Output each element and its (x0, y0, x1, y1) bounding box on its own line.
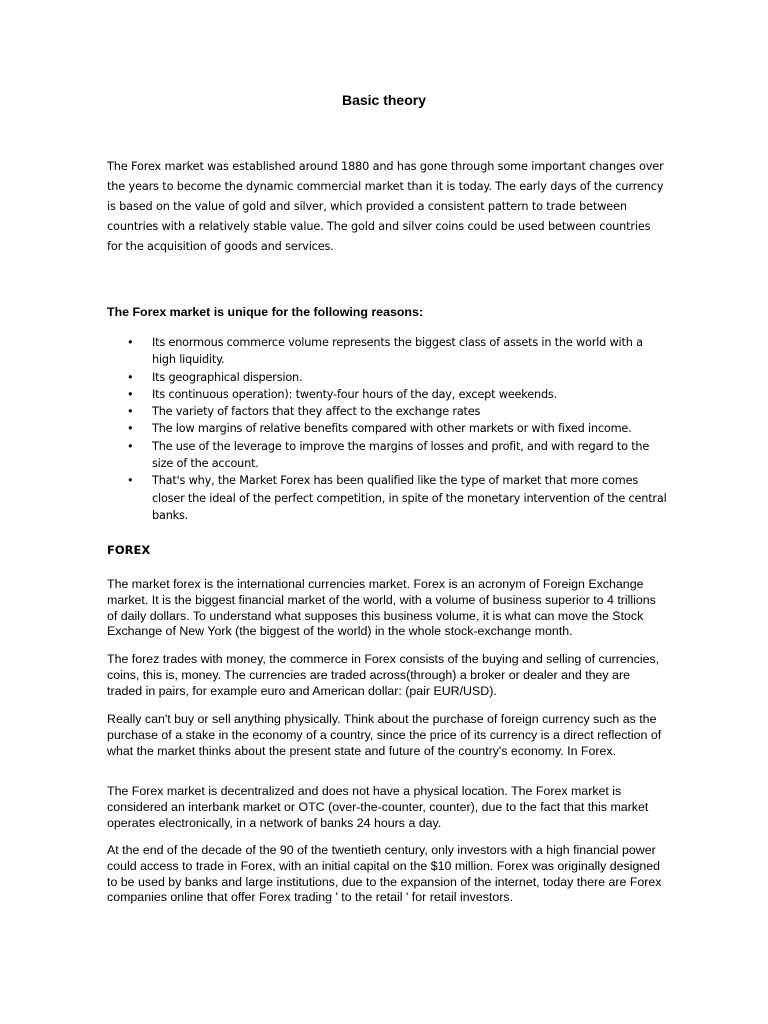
list-item-text: Its continuous operation): twenty-four hours of the day, except weekends. (152, 387, 558, 401)
list-item (107, 386, 667, 403)
list-item-text: The variety of factors that they affect to the exchange rates (152, 405, 481, 419)
reasons-list (107, 334, 667, 524)
list-item-text: The low margins of relative benefits compared with other markets or with fixed income. (152, 422, 632, 436)
bullet-icon: • (127, 422, 134, 436)
list-item (107, 403, 667, 420)
body-paragraph-money-trading: The forez trades with money, the commerce in Forex consists of the buying and selling of currencies, coins, this is, money. The currencies are traded across(through) a broker or dealer and they are traded in pairs, for example euro and American dollar: (pair EUR/USD). (107, 652, 660, 698)
intro-paragraph: The Forex market was established around 1880 and has gone through some important changes over the years to become the dynamic commercial market than it is today. The early days of the currency is based on the value of gold and silver, which provided a consistent pattern to trade between countries with a relatively stable value. The gold and silver coins could be used between countries for the acquisition of goods and services. (107, 160, 664, 253)
list-item-text: Its geographical dispersion. (152, 370, 303, 384)
forex-heading: FOREX (107, 543, 151, 557)
list-item-text: That's why, the Market Forex has been qualified like the type of market that more comes closer the ideal of the perfect competition, in spite of the monetary intervention of the central banks. (152, 474, 667, 522)
bullet-icon: • (127, 405, 134, 419)
bullet-icon: • (127, 474, 134, 488)
bullet-icon: • (127, 439, 134, 453)
list-item (107, 334, 667, 369)
bullet-icon: • (127, 387, 134, 401)
list-item-text: Its enormous commerce volume represents the biggest class of assets in the world with a high liquidity. (152, 336, 643, 367)
reasons-heading: The Forex market is unique for the following reasons: (107, 305, 424, 319)
body-paragraph-decentralized: The Forex market is decentralized and does not have a physical location. The Forex market is considered an interbank market or OTC (over-the-counter, counter), due to the fact that this market operates electronically, in a network of banks 24 hours a day. (107, 784, 649, 830)
list-item (107, 472, 667, 524)
list-item-text: The use of the leverage to improve the margins of losses and profit, and with regard to the size of the account. (152, 439, 650, 471)
body-paragraph-physical-purchase: Really can't buy or sell anything physically. Think about the purchase of foreign currency such as the purchase of a stake in the economy of a country, since the price of its currency is a direct reflection of what the market thinks about the present state and future of the country's economy. In Forex. (107, 712, 662, 758)
page-title: Basic theory (341, 92, 427, 108)
list-item (107, 438, 667, 473)
body-paragraph-market-definition: The market forex is the international currencies market. Forex is an acronym of Foreign Exchange market. It is the biggest financial market of the world, with a volume of business superior to 4 trillions of daily dollars. To understand what supposes this business volume, it is what can move the Stock Exchange of New York (the biggest of the world) in the whole stock-exchange month. (107, 577, 656, 639)
bullet-icon: • (127, 336, 134, 349)
bullet-icon: • (127, 370, 134, 384)
list-item (107, 420, 667, 437)
list-item (107, 369, 667, 386)
body-paragraph-history: At the end of the decade of the 90 of the twentieth century, only investors with a high financial power could access to trade in Forex, with an initial capital on the $10 million. Forex was originally designed to be used by banks and large institutions, due to the expansion of the internet, today there are Forex companies online that offer Forex trading ' to the retail ' for retail investors. (107, 843, 662, 905)
